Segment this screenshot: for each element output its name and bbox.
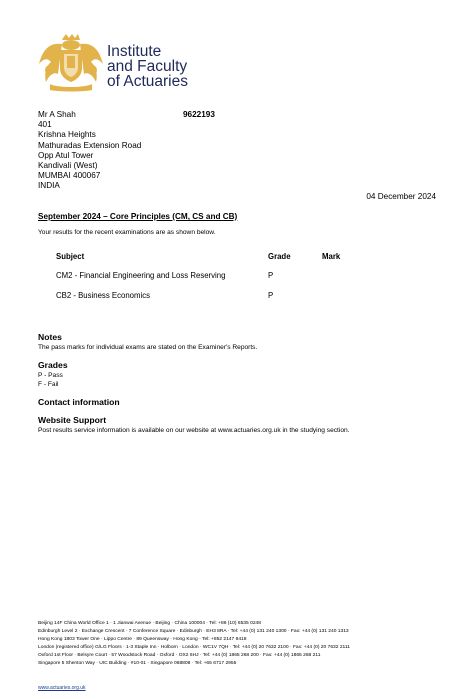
grades-heading: Grades [38, 360, 68, 370]
address-line: MUMBAI 400067 [38, 171, 101, 181]
contact-heading: Contact information [38, 397, 120, 407]
office-address-line: Oxford 1st Floor · Belsyre Court · 57 Woodstock Road · Oxford · OX2 6HJ · Tel: +44 (0) 1865 268 200 · Fax: +44 (0) 1865 268 211 [38, 653, 321, 659]
address-line: INDIA [38, 181, 60, 191]
recipient-address [38, 110, 141, 192]
institution-name [107, 44, 188, 89]
institution-name-line3: of Actuaries [107, 73, 188, 90]
address-line: 401 [38, 120, 52, 130]
crest-icon [36, 34, 104, 92]
intro-text: Your results for the recent examinations are as shown below. [38, 229, 216, 236]
address-line: Mathuradas Extension Road [38, 140, 142, 150]
exam-title: September 2024 – Core Principles (CM, CS and CB) [38, 212, 238, 221]
website-support-heading: Website Support [38, 415, 107, 425]
result-grade: P [268, 271, 274, 280]
grade-item: P - Pass [38, 372, 63, 379]
letter-date: 04 December 2024 [366, 192, 436, 201]
address-line: Opp Atul Tower [38, 150, 94, 160]
column-header-grade: Grade [268, 252, 291, 261]
candidate-number: 9622193 [183, 110, 215, 119]
column-header-subject: Subject [56, 252, 85, 261]
website-support-text: Post results service information is available on our website at www.actuaries.org.uk in the studying section. [38, 427, 350, 434]
office-address-line: London (registered office) G/LG Floors · 1-3 Staple Inn · Holborn · London · WC1V 7QH · Tel: +44 (0) 20 7632 2100 · Fax: +44 (0) 20 7632 2111 [38, 645, 350, 651]
recipient-name: Mr A Shah [38, 110, 76, 119]
notes-heading: Notes [38, 332, 62, 342]
result-subject: CB2 - Business Economics [56, 291, 151, 300]
address-line: Kandivali (West) [38, 161, 98, 171]
result-grade: P [268, 291, 274, 300]
institution-name-line1: Institute [107, 43, 162, 60]
office-address-line: Hong Kong 1803 Tower One · Lippo Centre · 89 Queensway · Hong Kong · Tel: +852 2147 9418 [38, 637, 247, 643]
grade-item: F - Fail [38, 381, 59, 388]
column-header-mark: Mark [322, 252, 341, 261]
website-link[interactable]: www.actuaries.org.uk [38, 685, 86, 691]
office-address-line: Singapore 5 Shenton Way · UIC Building · #10-01 · Singapore 068808 · Tel: +65 6717 2955 [38, 661, 237, 667]
address-line: Krishna Heights [38, 130, 96, 140]
institution-name-line2: and Faculty [107, 58, 188, 75]
notes-text: The pass marks for individual exams are stated on the Examiner's Reports. [38, 344, 258, 351]
result-subject: CM2 - Financial Engineering and Loss Reserving [56, 271, 226, 280]
office-addresses [38, 620, 350, 669]
office-address-line: Edinburgh Level 2 · Exchange Crescent · 7 Conference Square · Edinburgh · EH3 8RA · Tel: +44 (0) 131 240 1300 · Fax: +44 (0) 131 240 1313 [38, 629, 349, 635]
office-address-line: Beijing 14F China World Office 1 · 1 Jianwai Avenue · Beijing · China 100004 · Tel: +86 (10) 6535 0248 [38, 621, 261, 626]
